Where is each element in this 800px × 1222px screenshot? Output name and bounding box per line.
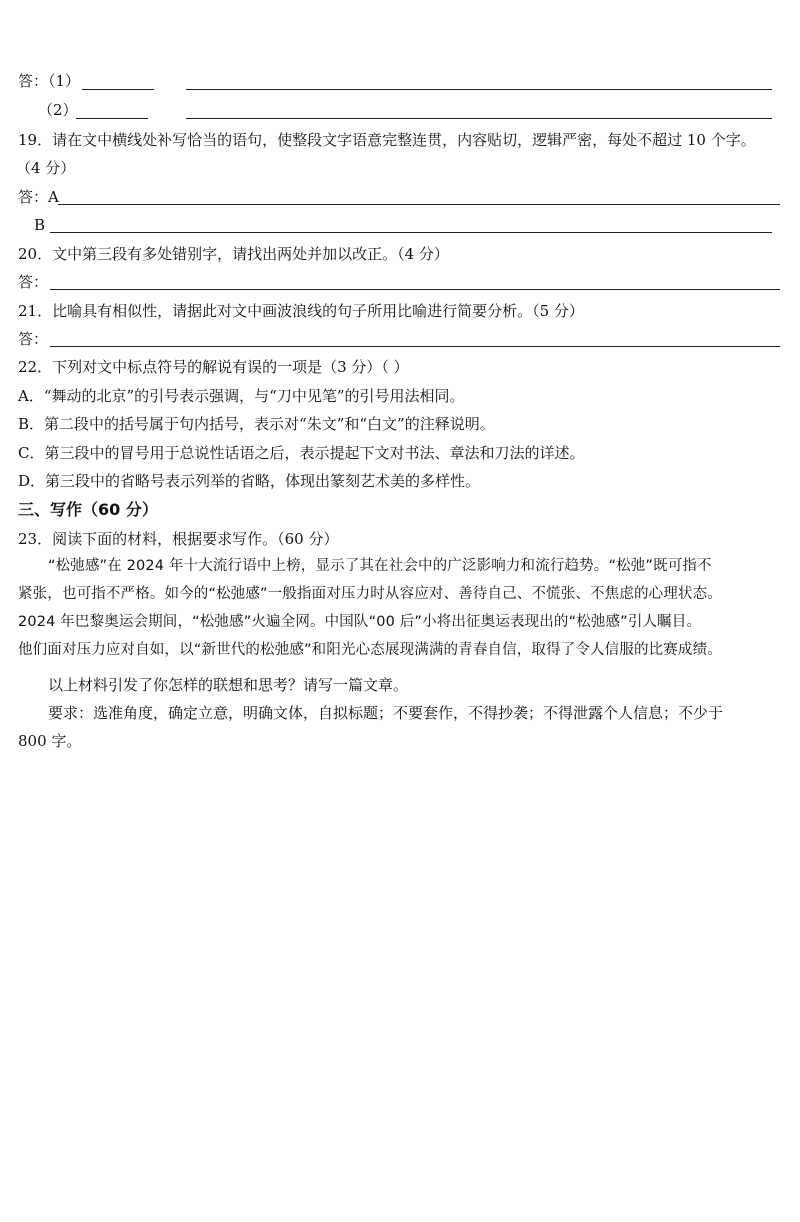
answer-prefix: 答： [18,72,49,90]
q22-option-d[interactable]: D．第三段中的省略号表示列举的省略，体现出篆刻艺术美的多样性。 [18,472,481,490]
q19-answer-b-label: B [34,216,46,234]
q23-material-line-2: 紧张，也可指不严格。如今的“松弛感”一般指面对压力时从容应对、善待自己、不慌张、不焦虑的心理状态。 [18,586,722,602]
q20-answer-label: 答： [18,273,49,291]
q19-answer-a-blank[interactable] [58,204,780,205]
q18-blank-2-short[interactable] [76,118,148,119]
q19-question: 19．请在文中横线处补写恰当的语句，使整段文字语意完整连贯，内容贴切，逻辑严密，每处不超过 10 个字。 [18,131,756,149]
q22-option-b[interactable]: B．第二段中的括号属于句内括号，表示对“朱文”和“白文”的注释说明。 [18,415,495,433]
item-2-label: （2） [38,101,78,119]
q23-requirements-line-2: 800 字。 [18,732,82,750]
q22-option-c[interactable]: C．第三段中的冒号用于总说性话语之后，表示提起下文对书法、章法和刀法的详述。 [18,444,585,462]
q20-question: 20．文中第三段有多处错别字，请找出两处并加以改正。（4 分） [18,245,449,263]
q19-points: （4 分） [16,159,76,177]
q23-question: 23．阅读下面的材料，根据要求写作。（60 分） [18,530,339,548]
q23-requirements-line-1: 要求：选准角度，确定立意，明确文体，自拟标题；不要套作，不得抄袭；不得泄露个人信息；不少于 [48,704,724,722]
q18-answer-line1 [18,71,80,91]
q18-blank-1-long[interactable] [186,89,772,90]
q23-material-line-4: 他们面对压力应对自如，以“新世代的松弛感”和阳光心态展现满满的青春自信，取得了令人信服的比赛成绩。 [18,642,722,658]
q21-question: 21．比喻具有相似性，请据此对文中画波浪线的句子所用比喻进行简要分析。（5 分） [18,302,584,320]
q21-answer-label: 答： [18,330,49,348]
q19-answer-b-blank[interactable] [50,232,772,233]
q22-question: 22．下列对文中标点符号的解说有误的一项是（3 分）（ ） [18,358,409,376]
q23-material-line-1: “松弛感”在 2024 年十大流行语中上榜，显示了其在社会中的广泛影响力和流行趋势。“松弛”既可指不 [48,558,712,574]
q23-material-line-3: 2024 年巴黎奥运会期间，“松弛感”火遍全网。中国队“00 后”小将出征奥运表现出的“松弛感”引人瞩目。 [18,614,702,630]
q21-answer-blank[interactable] [50,346,780,347]
q22-option-a[interactable]: A．“舞动的北京”的引号表示强调，与“刀中见笔”的引号用法相同。 [18,387,465,405]
item-1-label: （1） [48,72,81,90]
q23-prompt: 以上材料引发了你怎样的联想和思考？请写一篇文章。 [48,676,409,694]
section-writing-title: 三、写作（60 分） [18,500,158,519]
q18-blank-2-long[interactable] [186,118,772,119]
q19-answer-a-label: 答：A [18,188,59,206]
q20-answer-blank[interactable] [50,289,780,290]
q18-blank-1-short[interactable] [82,89,154,90]
q18-answer-line2 [38,100,78,120]
